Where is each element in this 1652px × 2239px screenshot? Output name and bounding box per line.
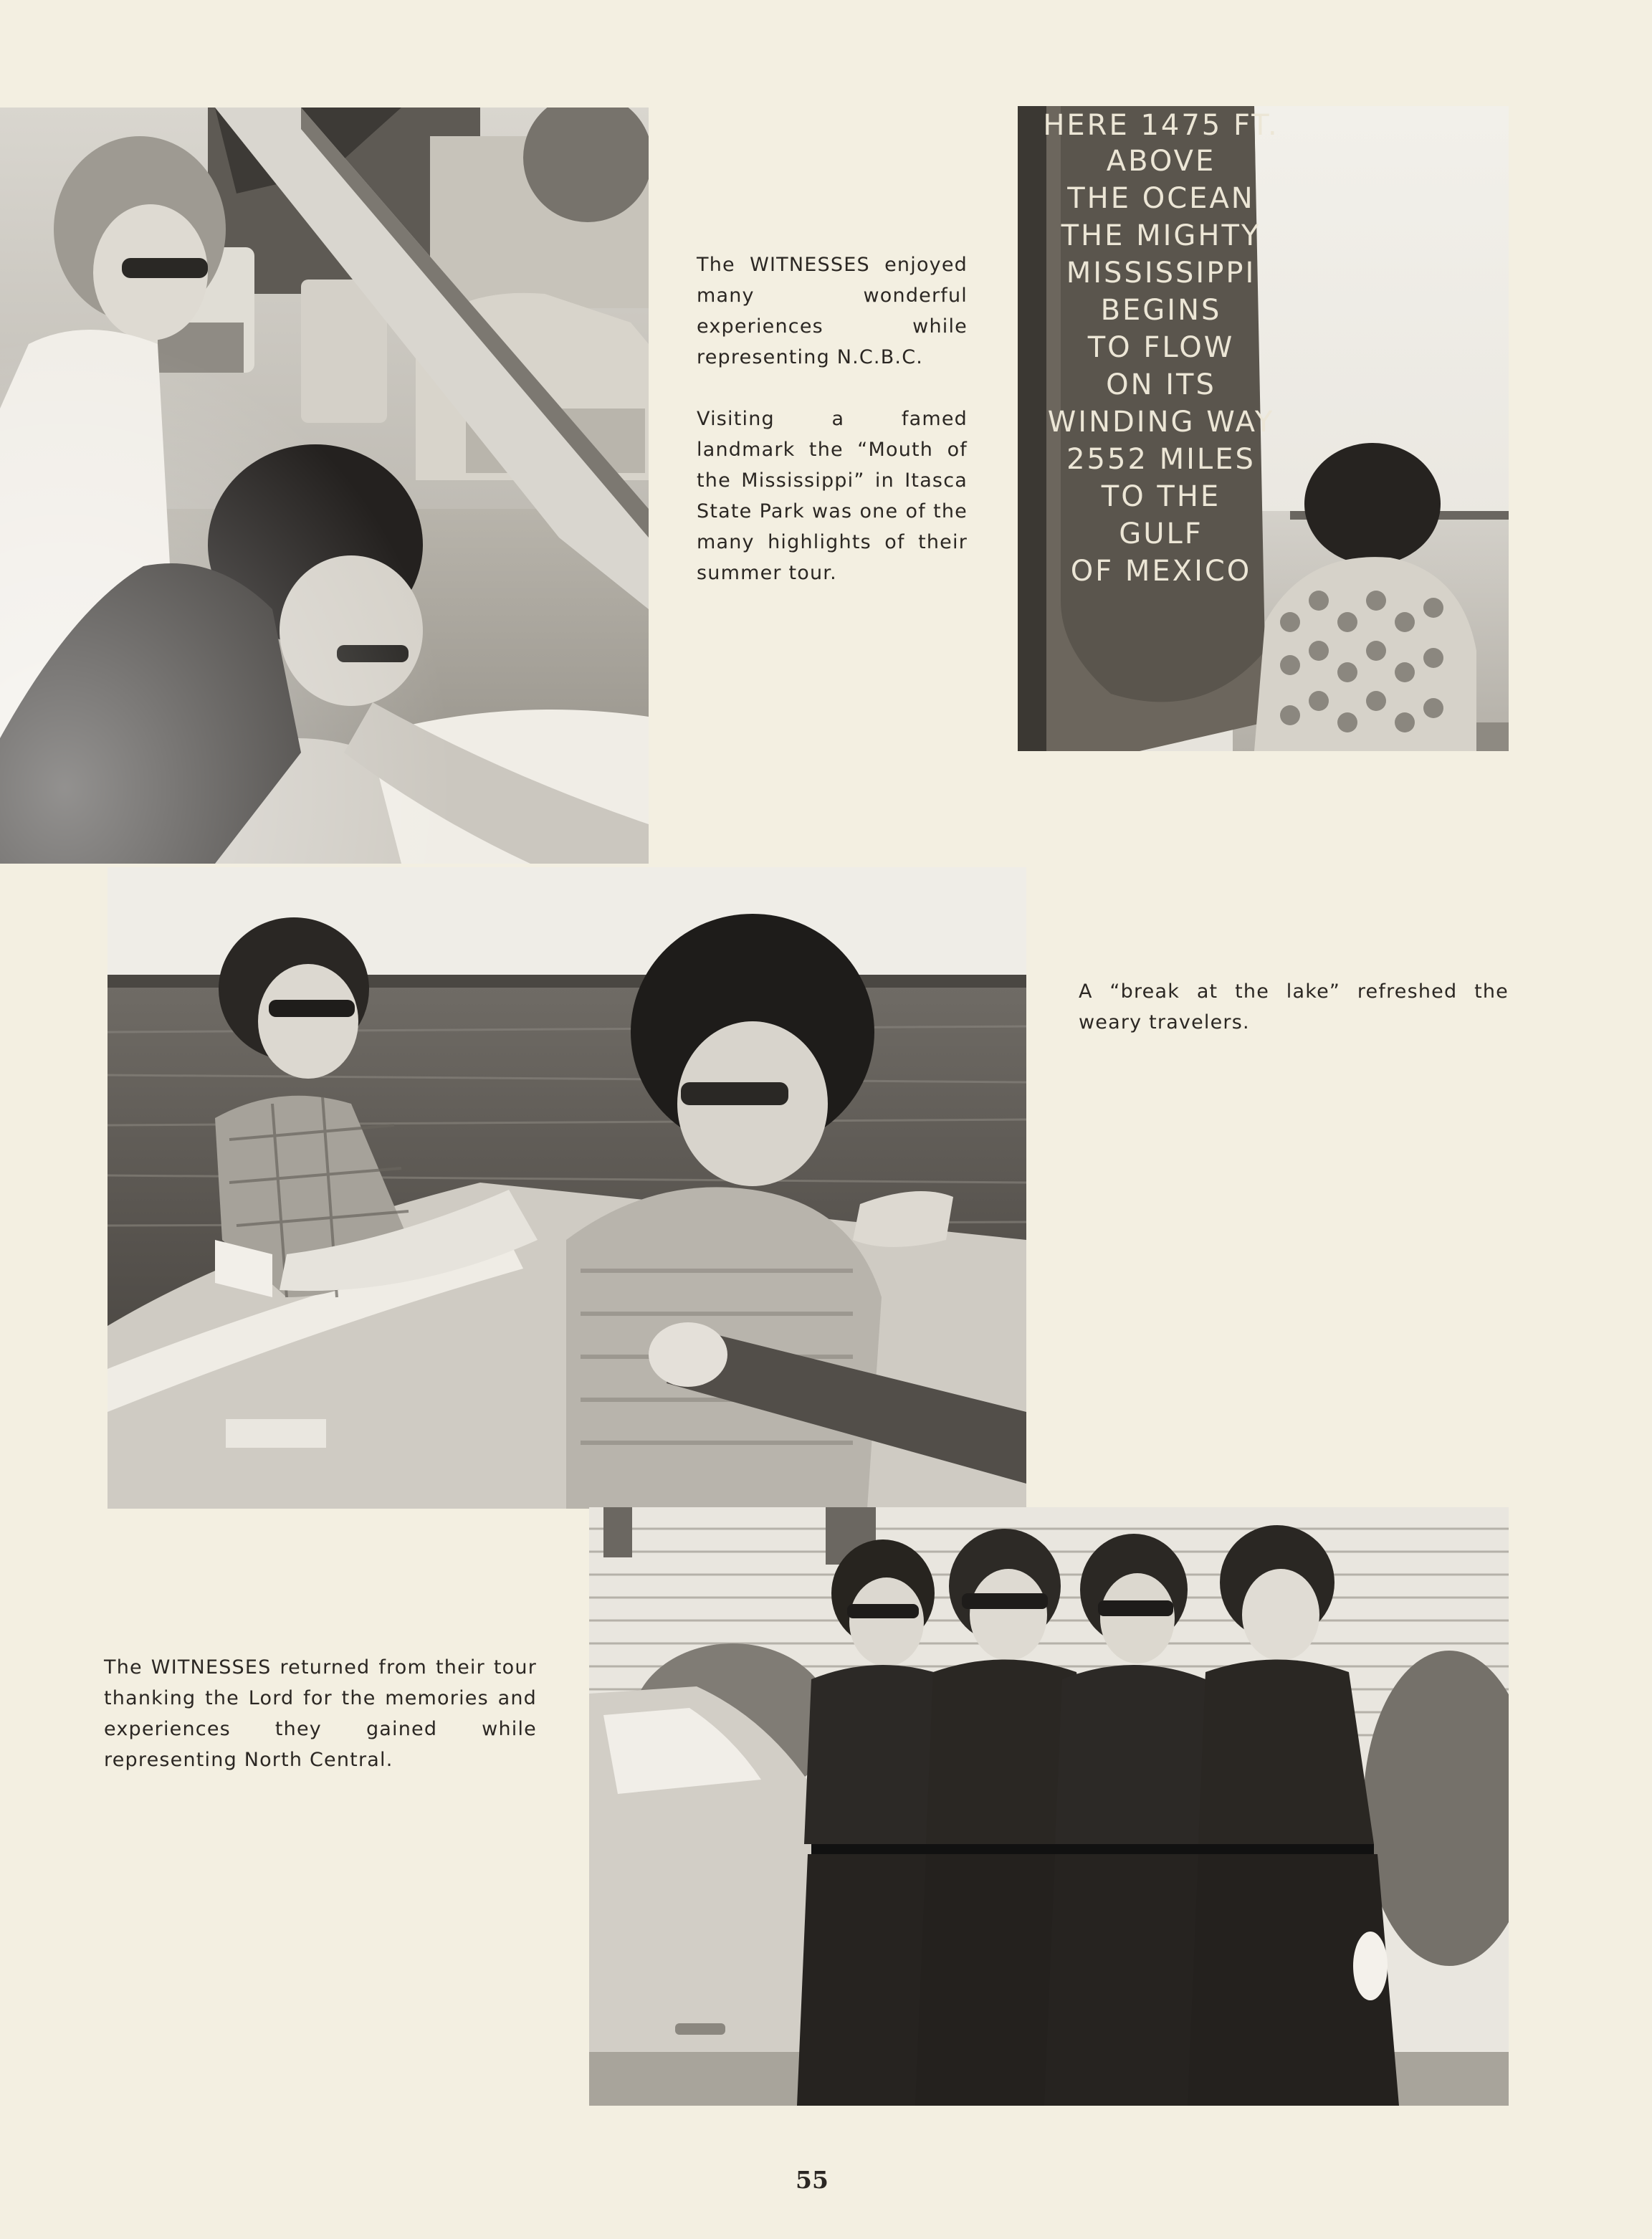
sign-line: GULF <box>1119 517 1203 550</box>
sign-line: OF MEXICO <box>1070 555 1252 588</box>
caption-witnesses-enjoyed <box>697 249 968 588</box>
caption-paragraph: The WITNESSES returned from their tour thanking the Lord for the memories and experiences they gained while representing North Central. <box>104 1656 537 1771</box>
photo-lake-rowing <box>108 867 1026 1509</box>
photo-packing-car-image <box>0 108 649 864</box>
sign-line: WINDING WAY <box>1047 406 1275 439</box>
sign-line: BEGINS <box>1100 294 1222 327</box>
photo-packing-car <box>0 108 649 864</box>
sign-line: TO THE <box>1101 480 1221 513</box>
sign-line: 2552 MILES <box>1066 443 1256 476</box>
photo-witnesses-group-image <box>589 1507 1509 2106</box>
sign-line: THE OCEAN <box>1067 182 1255 215</box>
sign-line: MISSISSIPPI <box>1066 257 1256 290</box>
page-number: 55 <box>796 2166 829 2194</box>
caption-paragraph: A “break at the lake” refreshed the weary travelers. <box>1079 980 1509 1033</box>
caption-paragraph: The WITNESSES enjoyed many wonderful experiences while representing N.C.B.C. <box>697 254 968 368</box>
caption-returned-from-tour <box>104 1652 537 1775</box>
sign-line: THE MIGHTY <box>1061 219 1261 252</box>
photo-lake-rowing-image <box>108 867 1026 1509</box>
sign-line: ABOVE <box>1106 145 1216 178</box>
photo-mississippi-sign-image <box>1018 106 1509 751</box>
group-figures <box>797 1525 1399 2106</box>
photo-witnesses-group <box>589 1507 1509 2106</box>
sign-line: HERE 1475 FT. <box>1043 109 1279 142</box>
sign-line: ON ITS <box>1106 368 1216 401</box>
sign-line: TO FLOW <box>1087 331 1235 364</box>
caption-break-at-lake <box>1079 976 1509 1038</box>
photo-mississippi-sign <box>1018 106 1509 751</box>
caption-paragraph: Visiting a famed landmark the “Mouth of the Mississippi” in Itasca State Park was one of the many highlights of their summer tour. <box>697 408 968 584</box>
